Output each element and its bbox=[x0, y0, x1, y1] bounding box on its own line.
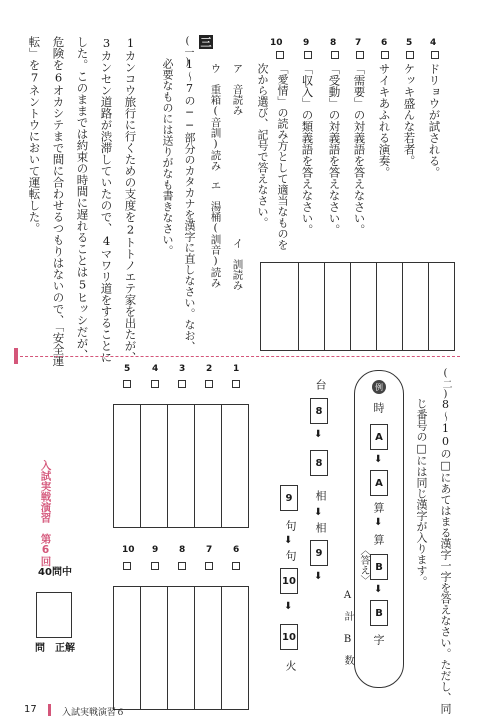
choice-b: イ 訓読み bbox=[231, 238, 244, 291]
answer-box-5[interactable] bbox=[113, 404, 141, 528]
arrow-down-icon: ⬇ bbox=[374, 454, 383, 465]
passage-line: 危険を6オカシテまで間に合わせるつもりはないので、「安全運 bbox=[51, 36, 66, 367]
answer-box-5[interactable] bbox=[402, 262, 429, 351]
puzzle-char: 句 bbox=[284, 550, 297, 561]
part2-instruction-2: じ番号の□には同じ漢字が入ります。 bbox=[415, 398, 428, 587]
arrow-down-icon: ⬇ bbox=[284, 601, 293, 612]
answer-box-9[interactable] bbox=[298, 262, 325, 351]
answer-number: 1 bbox=[233, 364, 240, 374]
example-char: 算 bbox=[372, 502, 385, 513]
puzzle-char: 火 bbox=[284, 660, 297, 671]
answer-box-4[interactable] bbox=[140, 404, 168, 528]
example-char: 字 bbox=[372, 634, 385, 645]
example-cell: A bbox=[370, 424, 388, 450]
answer-number: 9 bbox=[152, 545, 159, 555]
puzzle-char: 相 bbox=[314, 490, 327, 501]
answer-box-4[interactable] bbox=[428, 262, 455, 351]
checkbox[interactable] bbox=[232, 562, 240, 570]
arrow-down-icon: ⬇ bbox=[314, 429, 323, 440]
puzzle-cell-8[interactable]: 8 bbox=[310, 450, 328, 476]
answer-box-2[interactable] bbox=[194, 404, 222, 528]
puzzle-cell-10[interactable]: 10 bbox=[280, 568, 298, 594]
puzzle-char: 相 bbox=[314, 522, 327, 533]
puzzle-cell-9[interactable]: 9 bbox=[280, 485, 298, 511]
passage-line: 1カンコウ旅行に行くための支度を2トトノエテ家を出たが、 bbox=[123, 36, 138, 363]
answer-number: 5 bbox=[124, 364, 131, 374]
checkbox[interactable] bbox=[123, 380, 131, 388]
checkbox[interactable] bbox=[356, 51, 364, 59]
arrow-down-icon: ⬇ bbox=[314, 571, 323, 582]
passage-line: 転」を7ネントウにおいて運転した。 bbox=[27, 36, 42, 234]
choice-a: ア 音読み bbox=[231, 63, 244, 116]
checkbox[interactable] bbox=[276, 51, 284, 59]
score-total: 40問中 bbox=[38, 567, 72, 578]
answer-box-6[interactable] bbox=[376, 262, 403, 351]
checkbox[interactable] bbox=[205, 380, 213, 388]
choice-d: エ 湯桶(訓音)読み bbox=[209, 180, 222, 288]
answer-box-1[interactable] bbox=[221, 404, 249, 528]
answer-number: 7 bbox=[206, 545, 213, 555]
question-number: 4 bbox=[430, 38, 437, 48]
checkbox[interactable] bbox=[151, 562, 159, 570]
checkbox[interactable] bbox=[151, 380, 159, 388]
passage-line: 3カンセン道路が渋滞していたので、4マワリ道をすることに bbox=[99, 36, 114, 363]
part2-instruction-1: 8〜10の□にあてはまる漢字一字を答えなさい。ただし、同 bbox=[439, 398, 452, 714]
sidebar-title: 入試実戦演習 第6回 bbox=[39, 460, 52, 567]
puzzle-char: 台 bbox=[314, 379, 327, 390]
divider bbox=[20, 356, 460, 357]
question-text: ケッキ盛んな若者。 bbox=[402, 63, 417, 167]
answer-number: 8 bbox=[179, 545, 186, 555]
question-number: 6 bbox=[381, 38, 388, 48]
answer-box-7[interactable] bbox=[350, 262, 377, 351]
answer-number: 3 bbox=[179, 364, 186, 374]
question-number: 8 bbox=[330, 38, 337, 48]
example-cell: A bbox=[370, 470, 388, 496]
answer-number: 2 bbox=[206, 364, 213, 374]
passage-line: した。このままでは約束の時間に遅れることは5ヒッシだが、 bbox=[75, 36, 90, 361]
example-mark: 例 bbox=[372, 380, 386, 394]
checkbox[interactable] bbox=[431, 51, 439, 59]
part2-label: (二) bbox=[440, 368, 451, 400]
answer-box-6[interactable] bbox=[221, 586, 249, 710]
answer-label: 〈答え〉 bbox=[358, 545, 369, 585]
arrow-down-icon: ⬇ bbox=[374, 584, 383, 595]
question-text: 「需要」の対義語を答えなさい。 bbox=[352, 63, 367, 236]
answer-box-7[interactable] bbox=[194, 586, 222, 710]
question-number: 10 bbox=[270, 38, 283, 48]
answer-number: 6 bbox=[233, 545, 240, 555]
score-input[interactable] bbox=[36, 592, 72, 638]
question-number: 9 bbox=[303, 38, 310, 48]
divider-mark bbox=[14, 348, 18, 364]
answer-box-8[interactable] bbox=[324, 262, 351, 351]
section-badge: 三 bbox=[200, 36, 212, 49]
example-cell: B bbox=[370, 600, 388, 626]
choice-c: ウ 重箱(音訓)読み bbox=[209, 63, 222, 171]
answer-number: 4 bbox=[152, 364, 159, 374]
checkbox[interactable] bbox=[178, 380, 186, 388]
example-cell: B bbox=[370, 554, 388, 580]
answer-box-10[interactable] bbox=[260, 262, 299, 351]
footer-title: 入試実戦演習６ bbox=[62, 708, 126, 718]
checkbox[interactable] bbox=[123, 562, 131, 570]
example-char: 算 bbox=[372, 534, 385, 545]
puzzle-char: 句 bbox=[284, 520, 297, 531]
question-text: 「収入」の類義語を答えなさい。 bbox=[300, 63, 315, 236]
score-correct: 問 正解 bbox=[35, 643, 75, 654]
answer-box-8[interactable] bbox=[167, 586, 195, 710]
puzzle-cell-8[interactable]: 8 bbox=[310, 398, 328, 424]
checkbox[interactable] bbox=[406, 51, 414, 59]
page-number: 17 bbox=[24, 704, 37, 715]
question-number: 5 bbox=[406, 38, 413, 48]
checkbox[interactable] bbox=[381, 51, 389, 59]
question-number: 7 bbox=[355, 38, 362, 48]
question-text: 「受動」の対義語を答えなさい。 bbox=[327, 63, 342, 236]
answer-number: 10 bbox=[122, 545, 135, 555]
arrow-down-icon: ⬇ bbox=[314, 507, 323, 518]
checkbox[interactable] bbox=[205, 562, 213, 570]
question-text: サイキあふれる演奏。 bbox=[377, 63, 392, 178]
answer-box-10[interactable] bbox=[113, 586, 141, 710]
checkbox[interactable] bbox=[304, 51, 312, 59]
footer-mark bbox=[48, 704, 51, 716]
checkbox[interactable] bbox=[178, 562, 186, 570]
part1-label: (一) bbox=[182, 36, 193, 68]
puzzle-cell-10[interactable]: 10 bbox=[280, 624, 298, 650]
answer-a: A 計 bbox=[342, 590, 353, 621]
checkbox[interactable] bbox=[331, 51, 339, 59]
example-char: 時 bbox=[372, 402, 385, 413]
arrow-down-icon: ⬇ bbox=[374, 517, 383, 528]
checkbox[interactable] bbox=[232, 380, 240, 388]
answer-box-9[interactable] bbox=[140, 586, 168, 710]
question-text: ドリョウが試される。 bbox=[427, 63, 442, 178]
puzzle-cell-9[interactable]: 9 bbox=[310, 540, 328, 566]
question-text: 「愛情」の読み方として適当なものを次から選び、記号で答えなさい。 bbox=[256, 63, 289, 250]
answer-box-3[interactable] bbox=[167, 404, 195, 528]
arrow-down-icon: ⬇ bbox=[284, 535, 293, 546]
part1-instruction: 1〜7の──部分のカタカナを漢字に直しなさい。なお、必要なものには送りがなも書きなさい。 bbox=[161, 58, 196, 352]
answer-b: B 数 bbox=[342, 634, 353, 665]
